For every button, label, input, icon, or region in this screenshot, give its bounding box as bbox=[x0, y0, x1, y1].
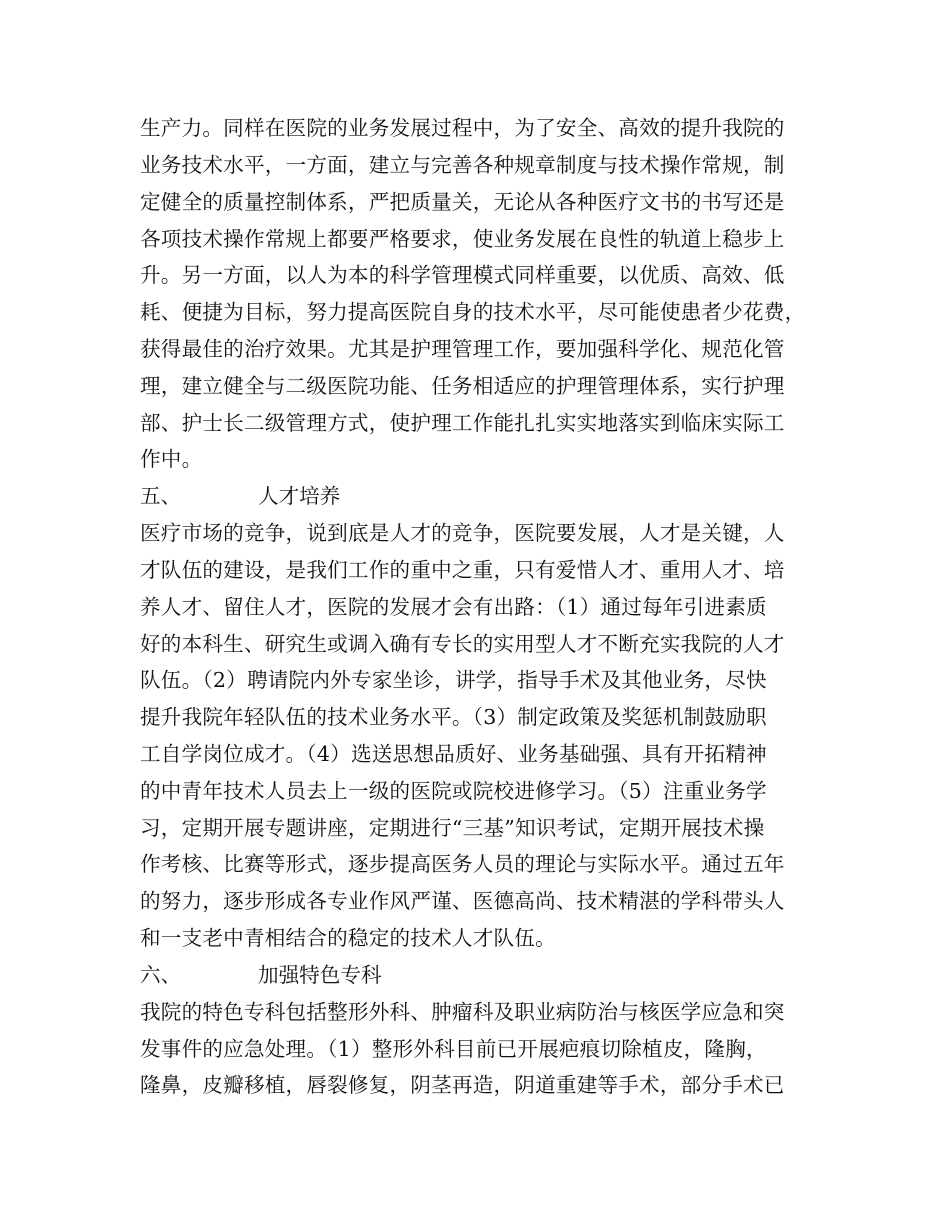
text-line: 耗、便捷为目标，努力提高医院自身的技术水平，尽可能使患者少花费， bbox=[140, 300, 806, 324]
text-line: 好的本科生、研究生或调入确有专长的实用型人才不断充实我院的人才 bbox=[140, 632, 785, 656]
text-line: 工自学岗位成才。（4）选送思想品质好、业务基础强、具有开拓精神 bbox=[140, 742, 767, 766]
text-line: 定健全的质量控制体系，严把质量关，无论从各种医疗文书的书写还是 bbox=[140, 190, 785, 214]
text-line: 获得最佳的治疗效果。尤其是护理管理工作，要加强科学化、规范化管 bbox=[140, 337, 785, 361]
text-line: 作中。 bbox=[140, 447, 203, 471]
text-line: 我院的特色专科包括整形外科、肿瘤科及职业病防治与核医学应急和突 bbox=[140, 1000, 785, 1024]
text-line: 才队伍的建设，是我们工作的重中之重，只有爱惜人才、重用人才、培 bbox=[140, 558, 785, 582]
text-line: 和一支老中青相结合的稳定的技术人才队伍。 bbox=[140, 926, 556, 950]
text-line: 习，定期开展专题讲座，定期进行“三基”知识考试，定期开展技术操 bbox=[140, 816, 765, 840]
section-number: 五、 bbox=[140, 484, 182, 508]
text-line: 的努力，逐步形成各专业作风严谨、医德高尚、技术精湛的学科带头人 bbox=[140, 889, 785, 913]
text-line: 发事件的应急处理。（1）整形外科目前已开展疤痕切除植皮，隆胸， bbox=[140, 1037, 767, 1061]
text-line: 医疗市场的竞争，说到底是人才的竞争，医院要发展，人才是关键，人 bbox=[140, 521, 785, 545]
section-title: 加强特色专科 bbox=[258, 963, 382, 987]
text-line: 生产力。同样在医院的业务发展过程中，为了安全、高效的提升我院的 bbox=[140, 116, 785, 140]
text-line: 作考核、比赛等形式，逐步提高医务人员的理论与实际水平。通过五年 bbox=[140, 852, 785, 876]
text-line: 理，建立健全与二级医院功能、任务相适应的护理管理体系，实行护理 bbox=[140, 374, 785, 398]
text-line: 升。另一方面，以人为本的科学管理模式同样重要，以优质、高效、低 bbox=[140, 263, 785, 287]
text-line: 队伍。（2）聘请院内外专家坐诊，讲学，指导手术及其他业务，尽快 bbox=[140, 668, 767, 692]
text-line: 各项技术操作常规上都要严格要求，使业务发展在良性的轨道上稳步上 bbox=[140, 227, 785, 251]
text-line: 隆鼻，皮瓣移植，唇裂修复，阴茎再造，阴道重建等手术，部分手术已 bbox=[140, 1073, 785, 1097]
text-line: 部、护士长二级管理方式，使护理工作能扎扎实实地落实到临床实际工 bbox=[140, 411, 785, 435]
text-line: 业务技术水平，一方面，建立与完善各种规章制度与技术操作常规，制 bbox=[140, 153, 785, 177]
text-line: 养人才、留住人才，医院的发展才会有出路：（1）通过每年引进素质 bbox=[140, 595, 767, 619]
text-line: 的中青年技术人员去上一级的医院或院校进修学习。（5）注重业务学 bbox=[140, 779, 767, 803]
section-number: 六、 bbox=[140, 963, 182, 987]
section-title: 人才培养 bbox=[258, 484, 341, 508]
text-line: 提升我院年轻队伍的技术业务水平。（3）制定政策及奖惩机制鼓励职 bbox=[140, 705, 767, 729]
